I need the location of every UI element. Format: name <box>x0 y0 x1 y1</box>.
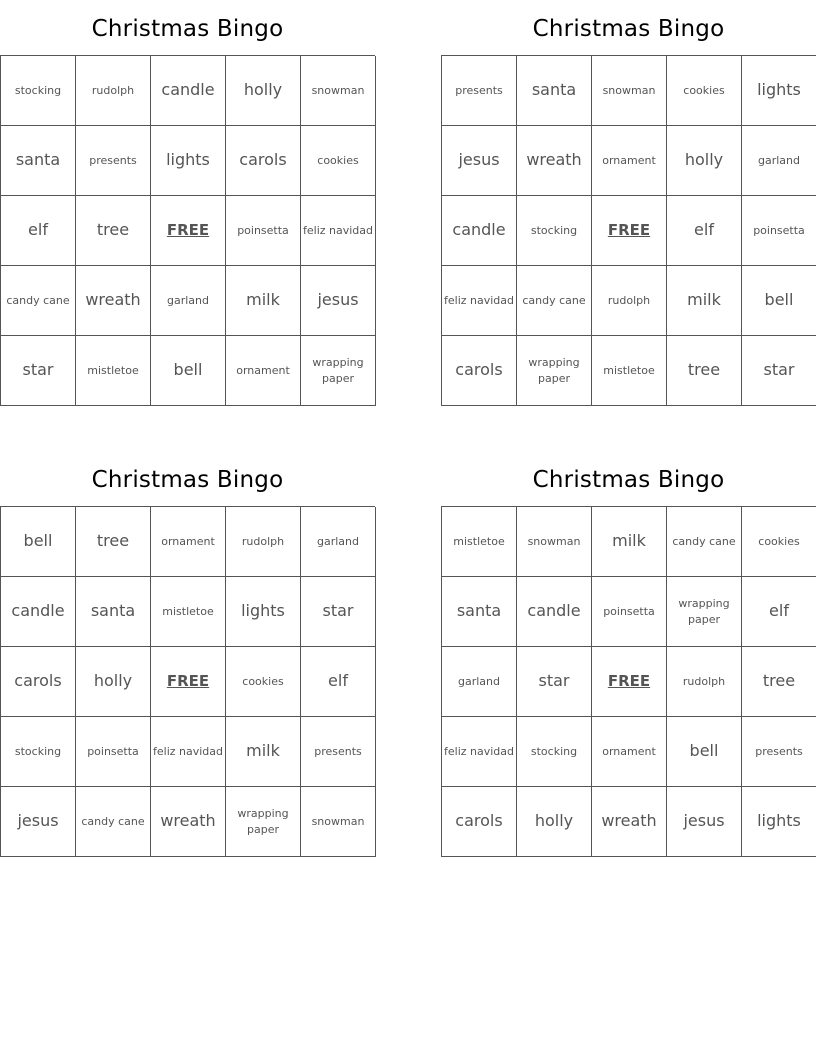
bingo-cell: ornament <box>226 336 301 406</box>
bingo-cell: wreath <box>517 126 592 196</box>
bingo-cell: milk <box>667 266 742 336</box>
free-space: FREE <box>592 647 667 717</box>
bingo-cell: jesus <box>1 787 76 857</box>
bingo-cell: garland <box>442 647 517 717</box>
bingo-cell: santa <box>517 56 592 126</box>
bingo-cell: wrapping paper <box>226 787 301 857</box>
bingo-cell: lights <box>151 126 226 196</box>
bingo-grid <box>0 55 375 406</box>
bingo-cell: elf <box>1 196 76 266</box>
bingo-cell: rudolph <box>667 647 742 717</box>
bingo-cell: garland <box>151 266 226 336</box>
bingo-cell: poinsetta <box>226 196 301 266</box>
bingo-cell: feliz navidad <box>151 717 226 787</box>
bingo-cell: wrapping paper <box>301 336 376 406</box>
bingo-cell: feliz navidad <box>442 266 517 336</box>
bingo-cell: candle <box>517 577 592 647</box>
bingo-cell: bell <box>1 507 76 577</box>
bingo-card-2 <box>441 0 816 406</box>
card-title: Christmas Bingo <box>532 467 725 493</box>
bingo-cell: bell <box>742 266 816 336</box>
bingo-cell: garland <box>301 507 376 577</box>
bingo-cell: jesus <box>667 787 742 857</box>
bingo-cell: elf <box>667 196 742 266</box>
bingo-cell: poinsetta <box>76 717 151 787</box>
bingo-card-1 <box>0 0 375 406</box>
bingo-cell: star <box>1 336 76 406</box>
bingo-cell: wreath <box>151 787 226 857</box>
bingo-cell: santa <box>1 126 76 196</box>
bingo-cell: tree <box>76 507 151 577</box>
free-space: FREE <box>151 196 226 266</box>
bingo-cell: poinsetta <box>742 196 816 266</box>
bingo-cell: mistletoe <box>442 507 517 577</box>
bingo-cell: rudolph <box>592 266 667 336</box>
bingo-cell: cookies <box>301 126 376 196</box>
bingo-cell: star <box>517 647 592 717</box>
bingo-grid <box>441 55 816 406</box>
bingo-cell: presents <box>76 126 151 196</box>
bingo-cell: candy cane <box>517 266 592 336</box>
bingo-cell: tree <box>742 647 816 717</box>
bingo-grid <box>0 506 375 857</box>
bingo-cell: carols <box>442 336 517 406</box>
bingo-cell: rudolph <box>226 507 301 577</box>
bingo-cell: lights <box>226 577 301 647</box>
bingo-cell: feliz navidad <box>442 717 517 787</box>
bingo-cell: mistletoe <box>592 336 667 406</box>
bingo-cell: presents <box>301 717 376 787</box>
bingo-cell: candle <box>1 577 76 647</box>
bingo-cell: wrapping paper <box>667 577 742 647</box>
bingo-cell: star <box>742 336 816 406</box>
bingo-cell: milk <box>226 266 301 336</box>
bingo-cell: stocking <box>1 56 76 126</box>
bingo-cell: wreath <box>592 787 667 857</box>
bingo-cell: presents <box>442 56 517 126</box>
bingo-cell: holly <box>226 56 301 126</box>
bingo-card-3 <box>0 451 375 857</box>
bingo-cell: carols <box>1 647 76 717</box>
bingo-cell: cookies <box>742 507 816 577</box>
bingo-cell: stocking <box>517 717 592 787</box>
bingo-cell: milk <box>592 507 667 577</box>
bingo-cell: bell <box>667 717 742 787</box>
bingo-cell: stocking <box>517 196 592 266</box>
bingo-cell: ornament <box>151 507 226 577</box>
bingo-cell: ornament <box>592 717 667 787</box>
bingo-cell: rudolph <box>76 56 151 126</box>
bingo-cell: presents <box>742 717 816 787</box>
bingo-cell: candy cane <box>667 507 742 577</box>
bingo-cell: cookies <box>667 56 742 126</box>
bingo-card-4 <box>441 451 816 857</box>
bingo-cell: santa <box>442 577 517 647</box>
bingo-grid <box>441 506 816 857</box>
card-title: Christmas Bingo <box>91 467 284 493</box>
bingo-cell: ornament <box>592 126 667 196</box>
bingo-cell: wreath <box>76 266 151 336</box>
card-title: Christmas Bingo <box>91 16 284 42</box>
bingo-cell: mistletoe <box>76 336 151 406</box>
bingo-cell: holly <box>667 126 742 196</box>
bingo-cell: santa <box>76 577 151 647</box>
bingo-cell: candle <box>151 56 226 126</box>
free-space: FREE <box>592 196 667 266</box>
bingo-cell: snowman <box>301 787 376 857</box>
bingo-cell: tree <box>667 336 742 406</box>
bingo-cell: elf <box>742 577 816 647</box>
bingo-cell: holly <box>517 787 592 857</box>
bingo-cell: poinsetta <box>592 577 667 647</box>
bingo-cell: candy cane <box>76 787 151 857</box>
bingo-cell: candle <box>442 196 517 266</box>
bingo-cell: snowman <box>301 56 376 126</box>
bingo-cell: carols <box>226 126 301 196</box>
bingo-cell: elf <box>301 647 376 717</box>
free-space: FREE <box>151 647 226 717</box>
bingo-cell: bell <box>151 336 226 406</box>
bingo-cell: lights <box>742 787 816 857</box>
bingo-cell: milk <box>226 717 301 787</box>
bingo-cell: lights <box>742 56 816 126</box>
bingo-cell: mistletoe <box>151 577 226 647</box>
bingo-cell: stocking <box>1 717 76 787</box>
bingo-cell: garland <box>742 126 816 196</box>
bingo-cell: carols <box>442 787 517 857</box>
bingo-cell: cookies <box>226 647 301 717</box>
bingo-cell: snowman <box>592 56 667 126</box>
card-title: Christmas Bingo <box>532 16 725 42</box>
bingo-cell: jesus <box>301 266 376 336</box>
bingo-cell: jesus <box>442 126 517 196</box>
bingo-cell: candy cane <box>1 266 76 336</box>
bingo-cell: tree <box>76 196 151 266</box>
bingo-cell: star <box>301 577 376 647</box>
bingo-cell: wrapping paper <box>517 336 592 406</box>
bingo-cell: snowman <box>517 507 592 577</box>
bingo-cell: holly <box>76 647 151 717</box>
bingo-cell: feliz navidad <box>301 196 376 266</box>
